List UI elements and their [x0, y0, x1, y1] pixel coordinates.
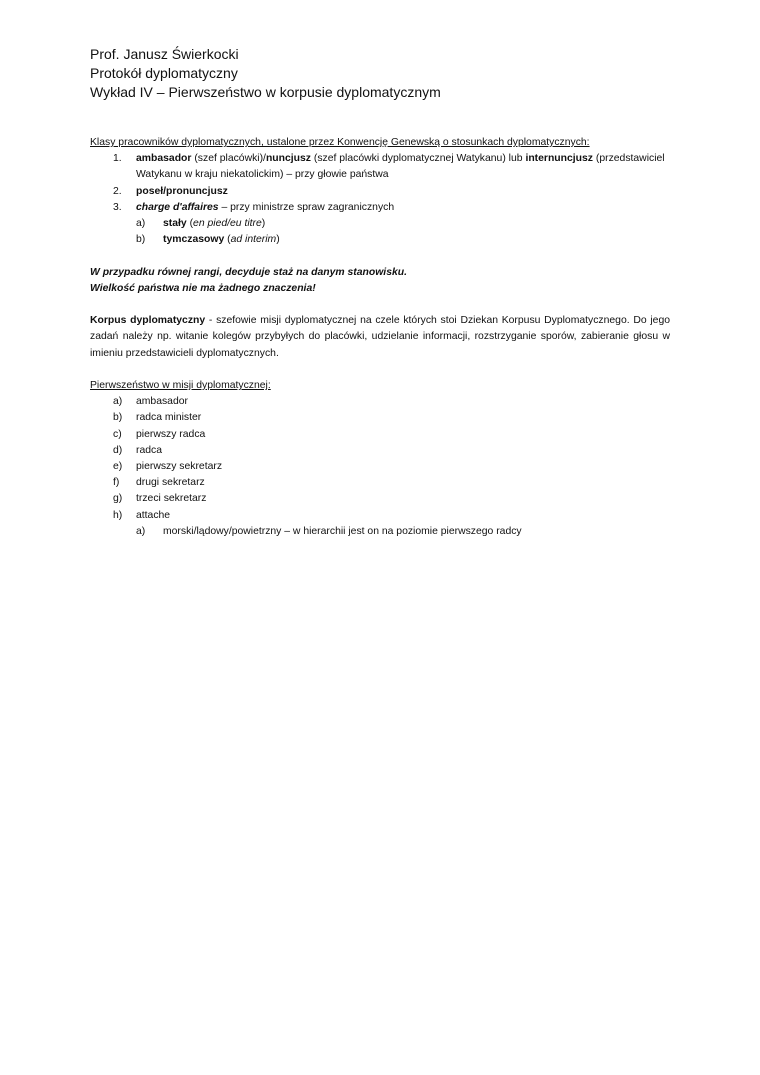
list-letter: a) — [136, 525, 146, 537]
list-item — [90, 508, 670, 524]
classes-heading — [90, 135, 670, 151]
list-item — [90, 459, 670, 475]
italic-term: en pied/eu titre — [193, 218, 262, 230]
item-text: Watykanu w kraju niekatolickim) – przy głowie państwa — [136, 169, 389, 181]
list-number: 3. — [113, 201, 122, 213]
italic-term: ad interim — [230, 234, 277, 246]
list-item-label: ambasador — [136, 396, 188, 408]
list-letter: f) — [113, 477, 120, 489]
term-posel: poseł/pronuncjusz — [136, 185, 228, 197]
list-item-label: radca — [136, 444, 162, 456]
list-letter: a) — [136, 218, 146, 230]
item-text: (szef placówki dyplomatycznej Watykanu) lub — [310, 153, 526, 165]
list-item-label: pierwszy radca — [136, 428, 206, 440]
term-korpus: Korpus dyplomatyczny — [90, 315, 206, 327]
term-charge-daffaires: charge d'affaires — [136, 201, 219, 213]
lecture-title: Wykład IV – Pierwszeństwo w korpusie dyplomatycznym — [90, 84, 441, 100]
term-tymczasowy: tymczasowy — [163, 234, 225, 246]
list-letter: c) — [113, 428, 122, 440]
classes-item-1-continuation — [90, 167, 670, 183]
list-letter: d) — [113, 444, 123, 456]
list-item-label: attache — [136, 509, 171, 521]
classes-heading-text: Klasy pracowników dyplomatycznych, ustalone przez Konwencję Genewską o stosunkach dyplomatycznych: — [90, 137, 590, 148]
classes-item-1 — [90, 151, 670, 167]
item-text: ( — [186, 218, 194, 230]
list-item-label: radca minister — [136, 412, 202, 424]
term-nuncjusz: nuncjusz — [265, 153, 311, 165]
item-text: – przy ministrze spraw zagranicznych — [218, 201, 395, 213]
author-line: Prof. Janusz Świerkocki — [90, 46, 239, 62]
classes-item-2 — [90, 184, 670, 200]
item-text: ( — [224, 234, 231, 246]
list-subitem — [90, 524, 670, 540]
list-item — [90, 427, 670, 443]
corps-text: - szefowie misji dyplomatycznej na czele których stoi Dziekan Korpusu Dyplomatycznego. Do jego zadań należy np. witanie kolegów przybyłych do placówki, udzielanie informacji, rozstrzyganie sporów, zabieranie głosu w imieniu przedstawicieli dyplomatycznych. — [90, 315, 671, 359]
corps-paragraph — [90, 313, 670, 362]
classes-item-1-text — [90, 151, 670, 167]
precedence-heading — [90, 378, 670, 394]
item-text: ) — [276, 234, 280, 246]
list-item — [90, 475, 670, 491]
list-item-label: drugi sekretarz — [136, 477, 205, 489]
list-number: 1. — [113, 153, 122, 165]
classes-subitem-a — [90, 216, 670, 232]
list-item — [90, 491, 670, 507]
note-text: W przypadku równej rangi, decyduje staż na danym stanowisku. — [90, 266, 407, 278]
item-text: (szef placówki)/ — [191, 153, 266, 165]
term-ambasador: ambasador — [136, 153, 192, 165]
term-staly: stały — [163, 218, 187, 230]
list-letter: g) — [113, 493, 123, 505]
classes-item-3 — [90, 200, 670, 216]
list-item-label: morski/lądowy/powietrzny – w hierarchii jest on na poziomie pierwszego radcy — [163, 525, 522, 537]
list-item — [90, 394, 670, 410]
document-body — [90, 135, 670, 540]
list-letter: b) — [136, 234, 146, 246]
list-number: 2. — [113, 185, 122, 197]
list-item — [90, 410, 670, 426]
course-title: Protokół dyplomatyczny — [90, 65, 238, 81]
term-internuncjusz: internuncjusz — [525, 153, 593, 165]
list-item-label: trzeci sekretarz — [136, 493, 207, 505]
precedence-heading-text: Pierwszeństwo w misji dyplomatycznej: — [90, 380, 271, 391]
note-line-2 — [90, 281, 670, 297]
list-letter: b) — [113, 412, 123, 424]
note-text: Wielkość państwa nie ma żadnego znaczenia! — [90, 282, 316, 294]
list-letter: h) — [113, 509, 123, 521]
note-line-1 — [90, 265, 670, 281]
classes-subitem-b — [90, 232, 670, 248]
list-item — [90, 443, 670, 459]
list-letter: a) — [113, 396, 123, 408]
list-item-label: pierwszy sekretarz — [136, 461, 223, 473]
document-header — [90, 45, 441, 102]
item-text: (przedstawiciel — [592, 153, 665, 165]
list-letter: e) — [113, 461, 123, 473]
item-text: ) — [261, 218, 266, 230]
